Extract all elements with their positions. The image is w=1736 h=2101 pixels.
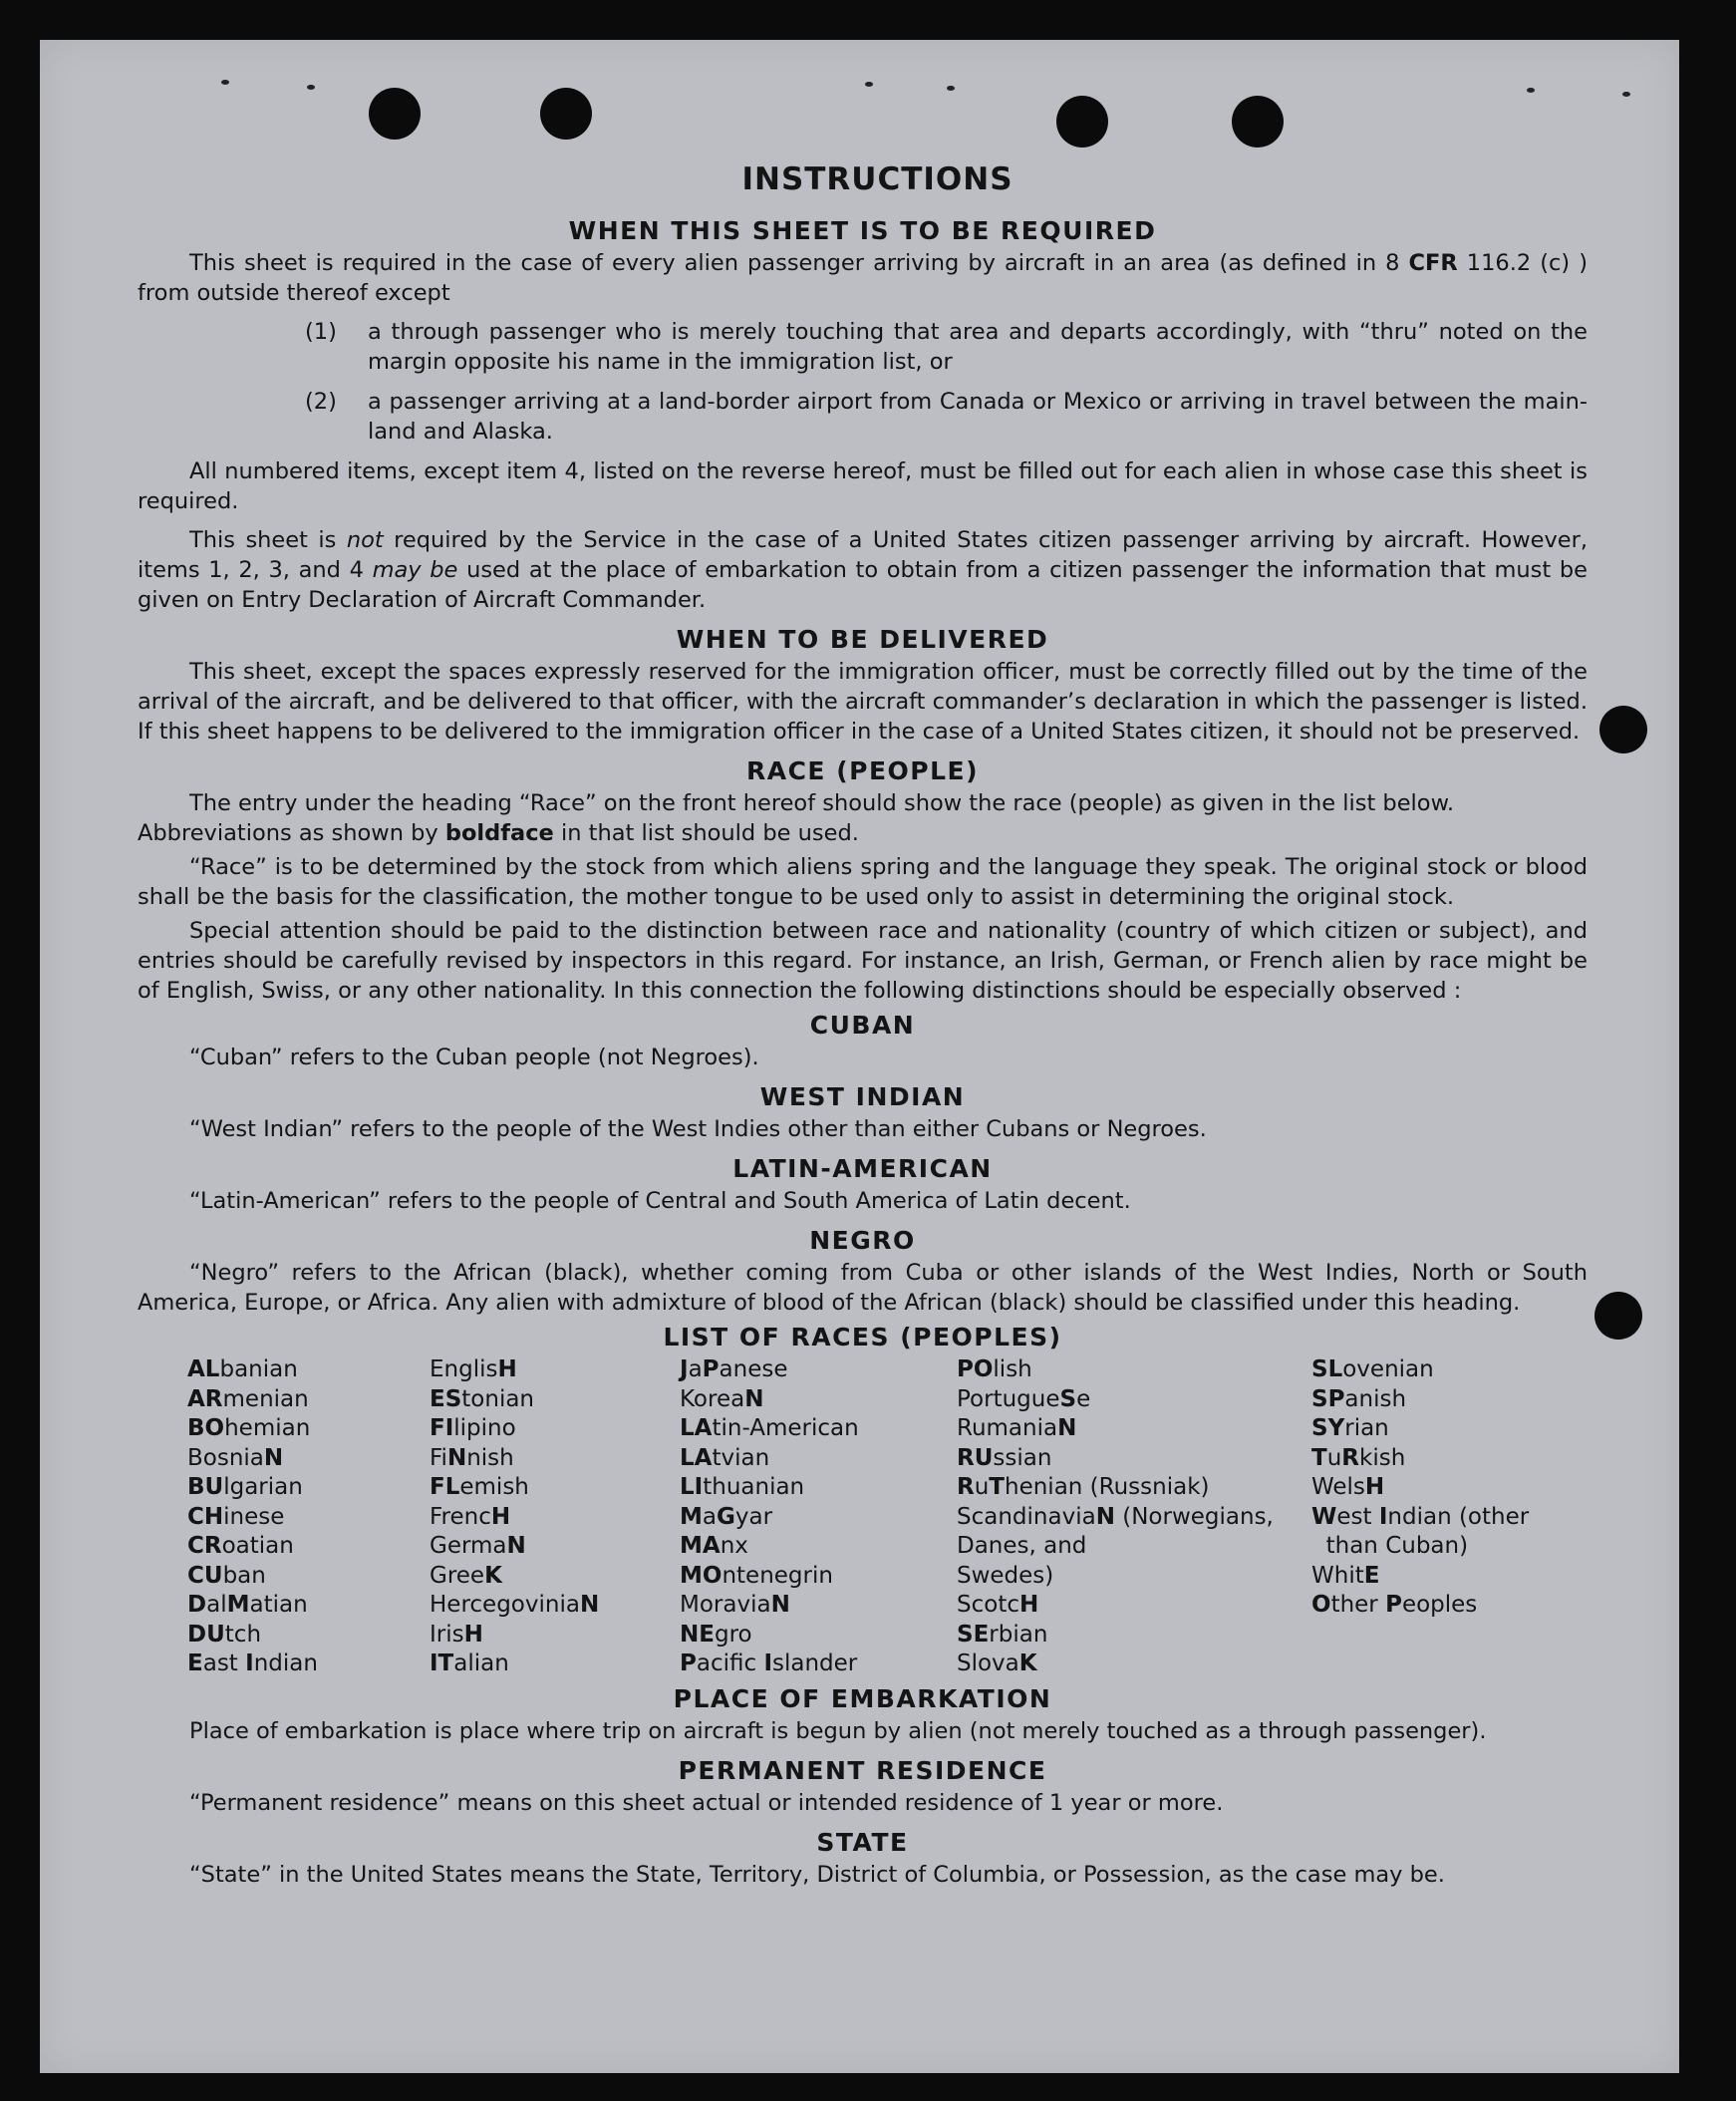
race-text: LA	[680, 1415, 713, 1441]
section-heading: STATE	[816, 1827, 909, 1857]
race-text: tin-American	[712, 1415, 859, 1441]
race-text: K	[1018, 1651, 1037, 1676]
race-entry	[1311, 1385, 1571, 1415]
race-text: rbian	[989, 1621, 1048, 1648]
race-entry	[680, 1473, 957, 1503]
race-text: W	[1311, 1503, 1337, 1530]
race-text: menian	[222, 1385, 309, 1412]
race-text: a	[688, 1356, 703, 1382]
race-text: LA	[680, 1444, 713, 1471]
race-text: e	[1076, 1385, 1091, 1412]
race-entry	[187, 1414, 430, 1444]
race-text: tonian	[461, 1385, 535, 1412]
race-text: ban	[222, 1562, 266, 1589]
race-entry	[957, 1562, 1311, 1592]
race-entry	[187, 1503, 430, 1533]
race-text: ast	[202, 1651, 246, 1676]
race-entry	[957, 1503, 1311, 1533]
race-entry	[187, 1621, 430, 1651]
race-text: RU	[957, 1444, 994, 1471]
exception-item: (1) a through passenger who is merely touching that area and departs accordingly, with “thru” noted on the margin opposite his name in the immigration list, or	[305, 319, 1588, 375]
race-text: T	[1311, 1444, 1327, 1471]
race-entry	[957, 1444, 1311, 1474]
race-text: ndian (other	[1387, 1503, 1530, 1530]
race-entry	[187, 1473, 430, 1503]
page-title: INSTRUCTIONS	[741, 161, 1013, 197]
paragraph: The entry under the heading “Race” on the front hereof should show the race (people) as given in the list below.	[189, 790, 1455, 816]
paragraph: Abbreviations as shown by boldface in that list should be used.	[138, 820, 859, 846]
race-text: AR	[187, 1385, 223, 1412]
paragraph: Special attention should be paid to the distinction between race and nationality (country of which citizen or subject), and entries should be carefully revised by inspectors in this regard. For instance, an Irish, German, or French alien by race might be of English, Swiss, or any other nationality. In this connection the following distinctions should be especially observed :	[138, 918, 1588, 1004]
race-text: BU	[187, 1474, 224, 1500]
race-text: Gree	[430, 1562, 485, 1589]
race-text: a	[702, 1503, 717, 1530]
race-text: SP	[1311, 1385, 1345, 1412]
race-text: ovenian	[1342, 1356, 1434, 1382]
race-text: T	[989, 1474, 1005, 1500]
race-entry	[187, 1444, 430, 1474]
race-text: lish	[993, 1356, 1032, 1382]
race-text: DU	[187, 1621, 225, 1648]
race-entry	[430, 1414, 680, 1444]
race-text: CH	[187, 1503, 224, 1530]
race-entry	[1311, 1444, 1571, 1474]
speck	[1622, 92, 1630, 97]
race-text: banian	[219, 1356, 298, 1382]
paragraph: “State” in the United States means the State, Territory, District of Columbia, or Possession, as the case may be.	[189, 1861, 1445, 1888]
race-entry	[430, 1650, 680, 1679]
race-text: anese	[719, 1356, 788, 1382]
race-entry	[957, 1591, 1311, 1621]
race-text: al	[206, 1592, 227, 1618]
race-list	[187, 1355, 1588, 1679]
race-entry	[187, 1650, 430, 1679]
race-text: nish	[466, 1444, 514, 1471]
race-text: nx	[720, 1533, 748, 1559]
race-text: SE	[957, 1621, 990, 1648]
race-text: slander	[772, 1651, 858, 1676]
paragraph: “West Indian” refers to the people of the West Indies other than either Cubans or Negroes.	[189, 1116, 1207, 1142]
race-text: Fi	[430, 1444, 447, 1471]
race-text: lipino	[453, 1415, 516, 1441]
race-entry	[1311, 1355, 1571, 1385]
paragraph: Place of embarkation is place where trip on aircraft is begun by alien (not merely touched as a through passenger).	[189, 1717, 1487, 1744]
race-text: tvian	[712, 1444, 770, 1471]
race-text: R	[957, 1474, 975, 1500]
race-entry	[957, 1414, 1311, 1444]
race-text: LI	[680, 1474, 704, 1500]
punch-hole	[540, 88, 592, 140]
race-text: G	[717, 1503, 735, 1530]
race-text: Wels	[1311, 1474, 1365, 1500]
paragraph: “Latin-American” refers to the people of Central and South America of Latin decent.	[189, 1188, 1131, 1214]
race-text: Slova	[957, 1651, 1019, 1676]
race-text: I	[763, 1651, 772, 1676]
race-text: N	[506, 1533, 526, 1559]
race-text: MA	[680, 1533, 721, 1559]
punch-hole	[1599, 706, 1647, 753]
race-entry	[957, 1650, 1311, 1679]
race-text: O	[1311, 1592, 1331, 1618]
race-text: emish	[459, 1474, 529, 1500]
paragraph: “Negro” refers to the African (black), whether coming from Cuba or other islands of the West Indies, North or South America, Europe, or Africa. Any alien with admixture of blood of the African (black) should be classified under this heading.	[138, 1260, 1588, 1316]
race-entry	[680, 1532, 957, 1562]
race-text: atian	[249, 1592, 308, 1618]
race-text: kish	[1359, 1444, 1406, 1471]
race-entry	[1311, 1532, 1571, 1562]
race-entry	[1311, 1414, 1571, 1444]
race-text: H	[1364, 1474, 1385, 1500]
race-entry	[430, 1503, 680, 1533]
race-text: eoples	[1401, 1592, 1478, 1618]
race-text: FL	[430, 1474, 460, 1500]
race-entry	[680, 1591, 957, 1621]
race-text: tch	[224, 1621, 262, 1648]
race-text: u	[1326, 1444, 1342, 1471]
race-text: Korea	[680, 1385, 745, 1412]
race-entry	[430, 1444, 680, 1474]
exception-item: (2) a passenger arriving at a land-border airport from Canada or Mexico or arriving in travel between the main-land and Alaska.	[305, 389, 1588, 445]
race-column	[957, 1355, 1311, 1679]
punch-hole	[1056, 96, 1108, 148]
race-entry	[187, 1385, 430, 1415]
race-entry	[680, 1444, 957, 1474]
race-column	[1311, 1355, 1571, 1679]
race-text: Moravia	[680, 1592, 771, 1618]
race-text: oatian	[221, 1533, 294, 1559]
race-text: H	[490, 1503, 511, 1530]
race-entry	[430, 1473, 680, 1503]
race-text: henian (Russniak)	[1005, 1474, 1210, 1500]
race-text: Swedes)	[957, 1562, 1054, 1589]
race-entry	[957, 1473, 1311, 1503]
race-entry	[430, 1355, 680, 1385]
race-text: ntenegrin	[722, 1562, 833, 1589]
race-entry	[957, 1532, 1311, 1562]
race-text: Frenc	[430, 1503, 491, 1530]
race-text: N	[263, 1444, 284, 1471]
race-text: est	[1336, 1503, 1379, 1530]
race-text: yar	[734, 1503, 773, 1530]
race-text: SL	[1311, 1356, 1343, 1382]
race-text: I	[1378, 1503, 1388, 1530]
race-text: N	[744, 1385, 764, 1412]
race-entry	[680, 1355, 957, 1385]
race-text: E	[1363, 1562, 1380, 1589]
race-text: anish	[1344, 1385, 1407, 1412]
instructions-body	[138, 159, 1588, 1899]
paragraph: This sheet is required in the case of every alien passenger arriving by aircraft in an area (as defined in 8 CFR 116.2 (c) ) from outside thereof except	[138, 250, 1588, 306]
race-text: gro	[714, 1621, 752, 1648]
paragraph: This sheet, except the spaces expressly reserved for the immigration officer, must be correctly filled out by the time of the arrival of the aircraft, and be delivered to that officer, with the aircraft commander’s declaration in which the passenger is listed. If this sheet happens to be delivered to the immigration officer in the case of a United States citizen, it should not be preserved.	[138, 659, 1588, 745]
race-text: Scotc	[957, 1592, 1019, 1618]
race-entry	[680, 1621, 957, 1651]
race-text: alian	[453, 1651, 509, 1676]
race-entry	[1311, 1591, 1571, 1621]
race-text: Hercegovinia	[430, 1592, 580, 1618]
race-text: N	[579, 1592, 600, 1618]
race-text: MO	[680, 1562, 723, 1589]
race-text: R	[1341, 1444, 1359, 1471]
race-text: ES	[430, 1385, 462, 1412]
race-text: E	[187, 1651, 203, 1676]
race-entry	[1311, 1473, 1571, 1503]
race-text: Englis	[430, 1356, 498, 1382]
paragraph: This sheet is not required by the Service in the case of a United States citizen passenger arriving by aircraft. However, items 1, 2, 3, and 4 may be used at the place of embarkation to obtain from a citizen passenger the information that must be given on Entry Declaration of Aircraft Commander.	[138, 527, 1589, 613]
race-text: S	[1059, 1385, 1077, 1412]
race-text: lgarian	[223, 1474, 303, 1500]
race-entry	[430, 1562, 680, 1592]
race-text: K	[484, 1562, 502, 1589]
race-text: acific	[696, 1651, 764, 1676]
race-text: AL	[187, 1356, 220, 1382]
race-text: N	[770, 1592, 790, 1618]
section-heading: PLACE OF EMBARKATION	[673, 1683, 1052, 1713]
race-text: Portugue	[957, 1385, 1060, 1412]
race-entry	[430, 1532, 680, 1562]
race-column	[430, 1355, 680, 1679]
section-heading: WHEN TO BE DELIVERED	[676, 625, 1049, 654]
section-heading: NEGRO	[809, 1226, 916, 1255]
race-entry	[680, 1503, 957, 1533]
race-text: I	[245, 1651, 254, 1676]
race-entry	[680, 1650, 957, 1679]
race-entry	[680, 1414, 957, 1444]
race-text: ndian	[253, 1651, 318, 1676]
speck	[865, 82, 873, 87]
race-text: NE	[680, 1621, 715, 1648]
race-entry	[187, 1532, 430, 1562]
race-text: Danes, and	[957, 1533, 1087, 1559]
race-text: rian	[1344, 1415, 1389, 1441]
race-text: Whit	[1311, 1562, 1364, 1589]
race-text: than Cuban)	[1311, 1533, 1469, 1559]
race-entry	[187, 1562, 430, 1592]
race-entry	[957, 1355, 1311, 1385]
race-entry	[1311, 1503, 1571, 1533]
race-text: Germa	[430, 1533, 507, 1559]
punch-hole	[1232, 96, 1284, 148]
punch-hole	[1594, 1292, 1642, 1340]
paragraph: “Cuban” refers to the Cuban people (not Negroes).	[189, 1045, 759, 1070]
race-text: Iris	[430, 1621, 464, 1648]
race-entry	[957, 1621, 1311, 1651]
race-entry	[680, 1385, 957, 1415]
race-text: P	[702, 1356, 720, 1382]
race-text: IT	[430, 1651, 454, 1676]
race-text: J	[680, 1356, 689, 1382]
race-entry	[187, 1355, 430, 1385]
race-text: u	[974, 1474, 990, 1500]
speck	[221, 80, 229, 85]
race-entry	[680, 1562, 957, 1592]
race-text: Bosnia	[187, 1444, 264, 1471]
section-heading: WHEN THIS SHEET IS TO BE REQUIRED	[568, 216, 1157, 245]
race-text: (Norwegians,	[1114, 1503, 1274, 1530]
race-text: PO	[957, 1356, 994, 1382]
race-entry	[1311, 1562, 1571, 1592]
race-text: ther	[1330, 1592, 1386, 1618]
race-text: hemian	[224, 1415, 311, 1441]
race-text: D	[187, 1592, 207, 1618]
race-text: ssian	[993, 1444, 1052, 1471]
race-text: FI	[430, 1415, 454, 1441]
race-text: Rumania	[957, 1415, 1058, 1441]
section-heading: CUBAN	[809, 1011, 916, 1040]
speck	[307, 85, 315, 90]
paragraph: All numbered items, except item 4, listed on the reverse hereof, must be filled out for each alien in whose case this sheet is required.	[138, 458, 1588, 514]
section-heading: WEST INDIAN	[759, 1082, 966, 1111]
speck	[1527, 88, 1535, 93]
race-entry	[430, 1591, 680, 1621]
section-heading: RACE (PEOPLE)	[745, 756, 980, 785]
speck	[947, 86, 955, 91]
race-text: N	[446, 1444, 467, 1471]
race-text: H	[497, 1356, 517, 1382]
paragraph: “Race” is to be determined by the stock from which aliens spring and the language they speak. The original stock or blood shall be the basis for the classification, the mother tongue to be used only to assist in determining the original stock.	[138, 854, 1588, 910]
race-text: H	[463, 1621, 483, 1648]
race-text: N	[1095, 1503, 1115, 1530]
race-text: P	[680, 1651, 697, 1676]
race-column	[187, 1355, 430, 1679]
section-heading: LIST OF RACES (PEOPLES)	[663, 1323, 1062, 1351]
race-text: N	[1057, 1415, 1077, 1441]
race-column	[680, 1355, 957, 1679]
race-text: CU	[187, 1562, 223, 1589]
race-entry	[187, 1591, 430, 1621]
punch-hole	[369, 88, 421, 140]
section-heading: LATIN-AMERICAN	[732, 1154, 993, 1183]
race-text: SY	[1311, 1415, 1345, 1441]
race-text: M	[680, 1503, 703, 1530]
section-heading: PERMANENT RESIDENCE	[678, 1755, 1047, 1785]
paragraph: “Permanent residence” means on this sheet actual or intended residence of 1 year or more.	[189, 1789, 1224, 1816]
race-text: M	[226, 1592, 250, 1618]
race-text: CR	[187, 1533, 222, 1559]
race-text: thuanian	[703, 1474, 805, 1500]
race-text: Scandinavia	[957, 1503, 1096, 1530]
race-text: BO	[187, 1415, 225, 1441]
race-entry	[430, 1385, 680, 1415]
race-entry	[957, 1385, 1311, 1415]
race-entry	[430, 1621, 680, 1651]
race-text: inese	[223, 1503, 285, 1530]
race-text: P	[1385, 1592, 1402, 1618]
race-text: H	[1018, 1592, 1039, 1618]
